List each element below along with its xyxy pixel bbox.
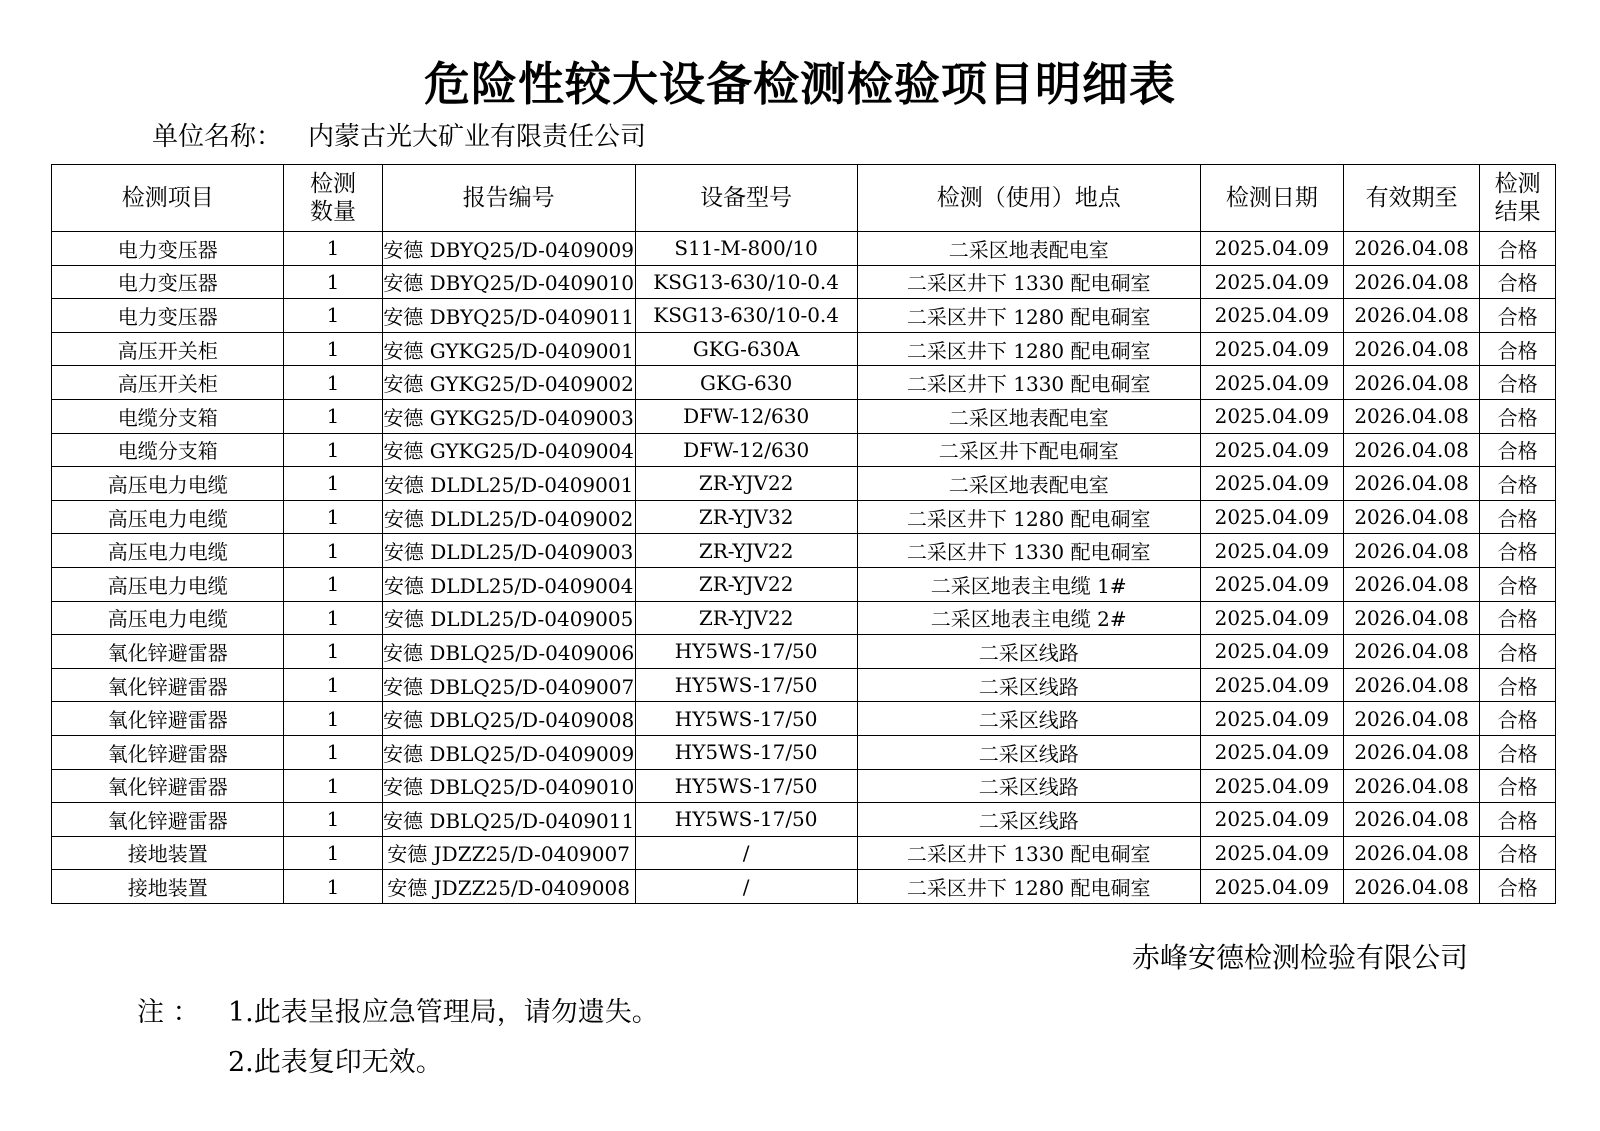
cell-quantity: 1	[284, 769, 382, 803]
cell-test-date: 2025.04.09	[1200, 399, 1343, 433]
cell-quantity: 1	[284, 803, 382, 837]
header-cell	[1200, 165, 1343, 232]
cell-item: 高压电力电缆	[52, 500, 284, 534]
cell-test-date: 2025.04.09	[1200, 836, 1343, 870]
cell-test-date: 2025.04.09	[1200, 601, 1343, 635]
table-row	[52, 399, 1556, 433]
cell-item: 氧化锌避雷器	[52, 769, 284, 803]
cell-location: 二采区线路	[857, 769, 1200, 803]
cell-valid-until: 2026.04.08	[1344, 366, 1480, 400]
cell-location: 二采区线路	[857, 735, 1200, 769]
cell-quantity: 1	[284, 500, 382, 534]
header-test-date: 检测日期	[1225, 185, 1318, 211]
table-row	[52, 668, 1556, 702]
cell-item: 接地装置	[52, 836, 284, 870]
cell-location: 二采区井下 1280 配电硐室	[857, 299, 1200, 333]
cell-model: KSG13-630/10-0.4	[635, 265, 857, 299]
cell-valid-until: 2026.04.08	[1344, 836, 1480, 870]
cell-model: /	[635, 836, 857, 870]
cell-result: 合格	[1480, 668, 1556, 702]
cell-valid-until: 2026.04.08	[1344, 769, 1480, 803]
cell-valid-until: 2026.04.08	[1344, 702, 1480, 736]
inspection-table	[51, 164, 1556, 904]
cell-result: 合格	[1480, 366, 1556, 400]
cell-report-no: 安德 DBLQ25/D-0409008	[382, 702, 635, 736]
cell-model: S11-M-800/10	[635, 232, 857, 266]
cell-valid-until: 2026.04.08	[1344, 567, 1480, 601]
cell-location: 二采区井下 1280 配电硐室	[857, 500, 1200, 534]
cell-location: 二采区井下 1330 配电硐室	[857, 265, 1200, 299]
table-row	[52, 702, 1556, 736]
table-row	[52, 601, 1556, 635]
cell-valid-until: 2026.04.08	[1344, 803, 1480, 837]
cell-model: ZR-YJV22	[635, 467, 857, 501]
cell-result: 合格	[1480, 769, 1556, 803]
table-row	[52, 534, 1556, 568]
cell-location: 二采区线路	[857, 702, 1200, 736]
cell-quantity: 1	[284, 668, 382, 702]
cell-result: 合格	[1480, 836, 1556, 870]
cell-report-no: 安德 JDZZ25/D-0409008	[382, 870, 635, 904]
cell-quantity: 1	[284, 870, 382, 904]
header-cell	[382, 165, 635, 232]
cell-test-date: 2025.04.09	[1200, 668, 1343, 702]
cell-valid-until: 2026.04.08	[1344, 735, 1480, 769]
cell-location: 二采区地表配电室	[857, 399, 1200, 433]
cell-quantity: 1	[284, 601, 382, 635]
cell-model: DFW-12/630	[635, 433, 857, 467]
cell-item: 氧化锌避雷器	[52, 635, 284, 669]
cell-item: 电力变压器	[52, 265, 284, 299]
cell-location: 二采区地表配电室	[857, 232, 1200, 266]
cell-item: 电力变压器	[52, 299, 284, 333]
cell-item: 电缆分支箱	[52, 399, 284, 433]
cell-test-date: 2025.04.09	[1200, 232, 1343, 266]
cell-valid-until: 2026.04.08	[1344, 332, 1480, 366]
cell-quantity: 1	[284, 534, 382, 568]
cell-report-no: 安德 DBLQ25/D-0409009	[382, 735, 635, 769]
header-model: 设备型号	[700, 185, 793, 211]
cell-quantity: 1	[284, 567, 382, 601]
cell-test-date: 2025.04.09	[1200, 534, 1343, 568]
cell-location: 二采区井下 1330 配电硐室	[857, 836, 1200, 870]
cell-model: ZR-YJV22	[635, 534, 857, 568]
cell-quantity: 1	[284, 735, 382, 769]
cell-valid-until: 2026.04.08	[1344, 265, 1480, 299]
cell-result: 合格	[1480, 399, 1556, 433]
cell-valid-until: 2026.04.08	[1344, 534, 1480, 568]
cell-location: 二采区井下 1330 配电硐室	[857, 366, 1200, 400]
cell-report-no: 安德 DBLQ25/D-0409006	[382, 635, 635, 669]
cell-location: 二采区井下配电硐室	[857, 433, 1200, 467]
cell-report-no: 安德 DLDL25/D-0409002	[382, 500, 635, 534]
table-row	[52, 500, 1556, 534]
cell-report-no: 安德 DLDL25/D-0409003	[382, 534, 635, 568]
cell-model: HY5WS-17/50	[635, 769, 857, 803]
header-result: 检测 结果	[1494, 171, 1541, 225]
cell-item: 高压开关柜	[52, 332, 284, 366]
note-item-2: 2.此表复印无效。	[228, 1047, 443, 1078]
table-row	[52, 635, 1556, 669]
cell-quantity: 1	[284, 467, 382, 501]
cell-result: 合格	[1480, 534, 1556, 568]
cell-model: HY5WS-17/50	[635, 668, 857, 702]
cell-valid-until: 2026.04.08	[1344, 467, 1480, 501]
cell-location: 二采区地表配电室	[857, 467, 1200, 501]
cell-item: 氧化锌避雷器	[52, 668, 284, 702]
table-header-row	[52, 165, 1556, 232]
table-row	[52, 265, 1556, 299]
table-row	[52, 870, 1556, 904]
table-row	[52, 467, 1556, 501]
header-cell	[284, 165, 382, 232]
cell-report-no: 安德 DBYQ25/D-0409010	[382, 265, 635, 299]
cell-test-date: 2025.04.09	[1200, 635, 1343, 669]
cell-quantity: 1	[284, 433, 382, 467]
cell-model: HY5WS-17/50	[635, 702, 857, 736]
cell-report-no: 安德 JDZZ25/D-0409007	[382, 836, 635, 870]
cell-report-no: 安德 DBLQ25/D-0409007	[382, 668, 635, 702]
table-row	[52, 735, 1556, 769]
cell-result: 合格	[1480, 467, 1556, 501]
header-report-no: 报告编号	[462, 185, 555, 211]
notes-label: 注 ：	[137, 997, 200, 1028]
cell-model: HY5WS-17/50	[635, 803, 857, 837]
cell-valid-until: 2026.04.08	[1344, 668, 1480, 702]
cell-result: 合格	[1480, 803, 1556, 837]
cell-quantity: 1	[284, 299, 382, 333]
header-location: 检测（使用）地点	[936, 185, 1121, 211]
cell-quantity: 1	[284, 399, 382, 433]
cell-model: KSG13-630/10-0.4	[635, 299, 857, 333]
cell-report-no: 安德 DBLQ25/D-0409010	[382, 769, 635, 803]
cell-test-date: 2025.04.09	[1200, 332, 1343, 366]
cell-model: ZR-YJV22	[635, 567, 857, 601]
cell-quantity: 1	[284, 702, 382, 736]
cell-report-no: 安德 GYKG25/D-0409001	[382, 332, 635, 366]
cell-location: 二采区井下 1280 配电硐室	[857, 332, 1200, 366]
cell-item: 电缆分支箱	[52, 433, 284, 467]
cell-model: DFW-12/630	[635, 399, 857, 433]
header-cell	[1344, 165, 1480, 232]
cell-report-no: 安德 DBLQ25/D-0409011	[382, 803, 635, 837]
table-row	[52, 299, 1556, 333]
cell-location: 二采区线路	[857, 803, 1200, 837]
unit-line	[152, 116, 646, 153]
cell-item: 氧化锌避雷器	[52, 735, 284, 769]
cell-test-date: 2025.04.09	[1200, 735, 1343, 769]
page-title: 危险性较大设备检测检验项目明细表	[424, 57, 1176, 111]
header-quantity: 检测 数量	[310, 171, 357, 225]
cell-model: GKG-630	[635, 366, 857, 400]
cell-valid-until: 2026.04.08	[1344, 601, 1480, 635]
cell-model: GKG-630A	[635, 332, 857, 366]
table-row	[52, 232, 1556, 266]
cell-report-no: 安德 GYKG25/D-0409002	[382, 366, 635, 400]
cell-test-date: 2025.04.09	[1200, 870, 1343, 904]
table-row	[52, 332, 1556, 366]
cell-item: 高压开关柜	[52, 366, 284, 400]
table-row	[52, 836, 1556, 870]
cell-item: 高压电力电缆	[52, 567, 284, 601]
cell-result: 合格	[1480, 265, 1556, 299]
cell-item: 氧化锌避雷器	[52, 702, 284, 736]
cell-model: ZR-YJV32	[635, 500, 857, 534]
cell-location: 二采区井下 1330 配电硐室	[857, 534, 1200, 568]
header-cell	[635, 165, 857, 232]
cell-test-date: 2025.04.09	[1200, 265, 1343, 299]
cell-report-no: 安德 GYKG25/D-0409003	[382, 399, 635, 433]
cell-item: 高压电力电缆	[52, 467, 284, 501]
cell-result: 合格	[1480, 299, 1556, 333]
header-cell	[857, 165, 1200, 232]
cell-valid-until: 2026.04.08	[1344, 500, 1480, 534]
cell-model: ZR-YJV22	[635, 601, 857, 635]
cell-quantity: 1	[284, 635, 382, 669]
cell-valid-until: 2026.04.08	[1344, 870, 1480, 904]
cell-valid-until: 2026.04.08	[1344, 399, 1480, 433]
cell-model: HY5WS-17/50	[635, 635, 857, 669]
header-cell	[1480, 165, 1556, 232]
cell-test-date: 2025.04.09	[1200, 803, 1343, 837]
header-valid-until: 有效期至	[1365, 185, 1458, 211]
cell-report-no: 安德 DLDL25/D-0409005	[382, 601, 635, 635]
cell-report-no: 安德 GYKG25/D-0409004	[382, 433, 635, 467]
header-cell	[52, 165, 284, 232]
cell-model: /	[635, 870, 857, 904]
cell-report-no: 安德 DLDL25/D-0409004	[382, 567, 635, 601]
cell-result: 合格	[1480, 567, 1556, 601]
cell-result: 合格	[1480, 702, 1556, 736]
cell-location: 二采区地表主电缆 1#	[857, 567, 1200, 601]
cell-result: 合格	[1480, 500, 1556, 534]
cell-report-no: 安德 DBYQ25/D-0409009	[382, 232, 635, 266]
cell-report-no: 安德 DLDL25/D-0409001	[382, 467, 635, 501]
cell-report-no: 安德 DBYQ25/D-0409011	[382, 299, 635, 333]
cell-test-date: 2025.04.09	[1200, 366, 1343, 400]
cell-item: 接地装置	[52, 870, 284, 904]
issuing-company: 赤峰安德检测检验有限公司	[1131, 941, 1468, 974]
unit-value: 内蒙古光大矿业有限责任公司	[308, 122, 647, 152]
table-body	[52, 232, 1556, 904]
cell-test-date: 2025.04.09	[1200, 299, 1343, 333]
cell-test-date: 2025.04.09	[1200, 467, 1343, 501]
cell-result: 合格	[1480, 232, 1556, 266]
cell-valid-until: 2026.04.08	[1344, 433, 1480, 467]
cell-quantity: 1	[284, 265, 382, 299]
cell-location: 二采区井下 1280 配电硐室	[857, 870, 1200, 904]
cell-item: 氧化锌避雷器	[52, 803, 284, 837]
cell-test-date: 2025.04.09	[1200, 433, 1343, 467]
cell-quantity: 1	[284, 366, 382, 400]
note-item-1: 1.此表呈报应急管理局，请勿遗失。	[228, 997, 659, 1028]
cell-item: 电力变压器	[52, 232, 284, 266]
table-row	[52, 433, 1556, 467]
cell-result: 合格	[1480, 433, 1556, 467]
cell-valid-until: 2026.04.08	[1344, 299, 1480, 333]
cell-quantity: 1	[284, 836, 382, 870]
table-row	[52, 567, 1556, 601]
cell-valid-until: 2026.04.08	[1344, 635, 1480, 669]
cell-result: 合格	[1480, 635, 1556, 669]
table-row	[52, 803, 1556, 837]
header-item: 检测项目	[121, 185, 214, 211]
cell-test-date: 2025.04.09	[1200, 702, 1343, 736]
cell-valid-until: 2026.04.08	[1344, 232, 1480, 266]
cell-test-date: 2025.04.09	[1200, 769, 1343, 803]
table-row	[52, 366, 1556, 400]
cell-location: 二采区地表主电缆 2#	[857, 601, 1200, 635]
cell-quantity: 1	[284, 232, 382, 266]
cell-test-date: 2025.04.09	[1200, 500, 1343, 534]
cell-quantity: 1	[284, 332, 382, 366]
cell-result: 合格	[1480, 735, 1556, 769]
cell-location: 二采区线路	[857, 635, 1200, 669]
cell-result: 合格	[1480, 601, 1556, 635]
cell-result: 合格	[1480, 870, 1556, 904]
cell-model: HY5WS-17/50	[635, 735, 857, 769]
cell-result: 合格	[1480, 332, 1556, 366]
cell-item: 高压电力电缆	[52, 601, 284, 635]
cell-test-date: 2025.04.09	[1200, 567, 1343, 601]
table-row	[52, 769, 1556, 803]
cell-location: 二采区线路	[857, 668, 1200, 702]
cell-item: 高压电力电缆	[52, 534, 284, 568]
unit-label: 单位名称：	[152, 122, 283, 152]
